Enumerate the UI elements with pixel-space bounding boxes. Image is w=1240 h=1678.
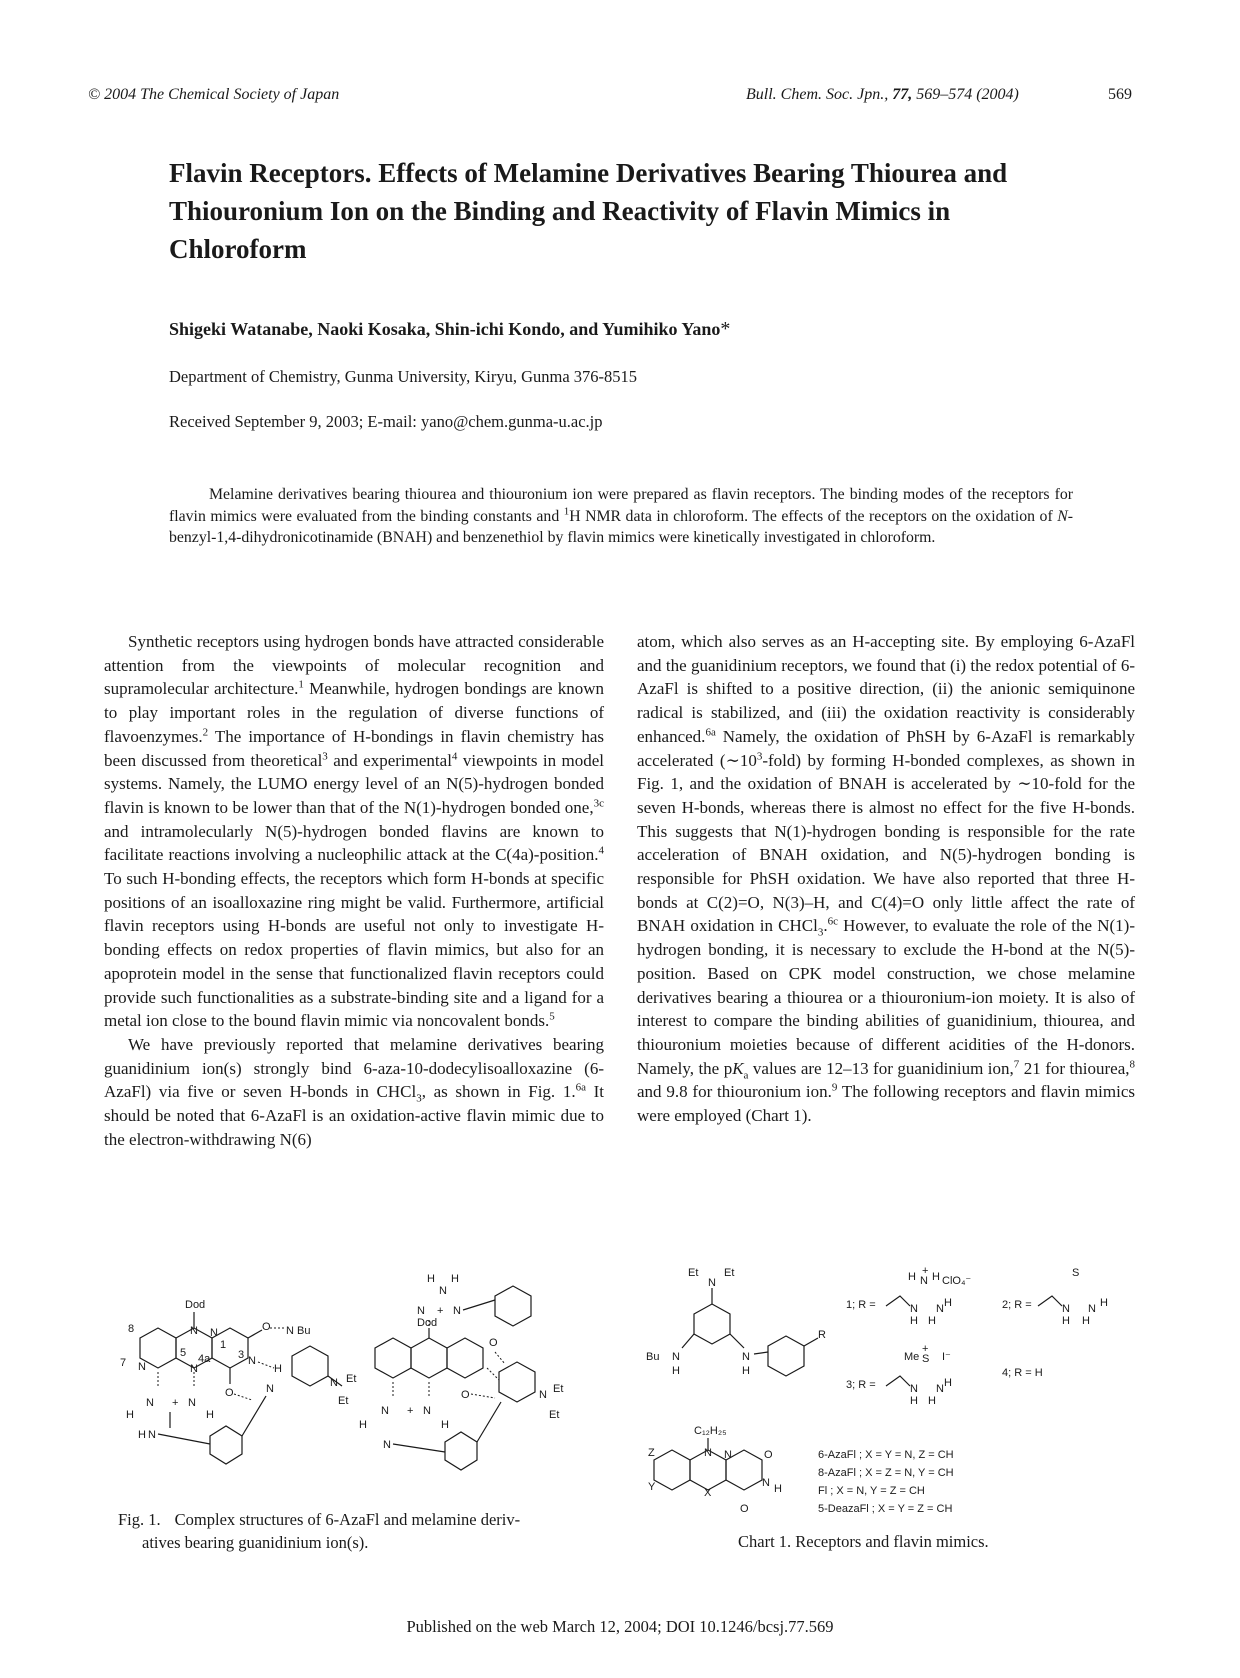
author-list bbox=[169, 318, 730, 341]
methyl-label: Me bbox=[904, 1351, 920, 1363]
guanidinium-n: N bbox=[439, 1285, 447, 1297]
nmr-superscript: 1 bbox=[563, 505, 570, 518]
receptor-3-label: 3; R = bbox=[846, 1379, 876, 1391]
flavin-5-deazafl: 5-DeazaFl ; X = Y = Z = CH bbox=[818, 1503, 953, 1515]
body-column-left bbox=[104, 630, 604, 1151]
reference-marker: 3c bbox=[593, 797, 604, 810]
linker-bond bbox=[242, 1396, 266, 1436]
flavin-8-azafl: 8-AzaFl ; X = Z = N, Y = CH bbox=[818, 1467, 954, 1479]
italic-k: K bbox=[732, 1058, 744, 1078]
hydrogen: H bbox=[206, 1409, 214, 1421]
hydrogen: H bbox=[126, 1409, 134, 1421]
article-title: Flavin Receptors. Effects of Melamine Derivatives Bearing Thiourea and Thiouronium Ion on the Binding and Reactivity of Flavin Mimics in Chloroform bbox=[169, 158, 1008, 264]
body-text: . bbox=[823, 916, 828, 936]
body-paragraph bbox=[637, 630, 1135, 1128]
guanidinium-n: N bbox=[381, 1405, 389, 1417]
bond bbox=[754, 1352, 768, 1354]
body-paragraph bbox=[104, 1033, 604, 1152]
pyrazine-ring bbox=[411, 1338, 447, 1378]
guanidinium-n: N bbox=[146, 1397, 154, 1409]
dodecyl-label: Dod bbox=[185, 1299, 206, 1311]
benzene-ring bbox=[654, 1450, 690, 1490]
body-text: viewpoints in model systems. Namely, the LUMO energy level of an N(5)-hydrogen bonded flavin is known to be lower than that of the N(1)-hydrogen bonded one, bbox=[104, 750, 604, 817]
reference-marker: 6c bbox=[827, 915, 838, 928]
body-column-right bbox=[637, 630, 1135, 1128]
position-y: Y bbox=[648, 1481, 656, 1493]
atom-n: N bbox=[910, 1383, 918, 1395]
ethyl-label: Et bbox=[549, 1409, 560, 1421]
oxygen: O bbox=[740, 1503, 749, 1515]
publication-footer: Published on the web March 12, 2004; DOI 10.1246/bcsj.77.569 bbox=[406, 1617, 834, 1636]
hydrogen: H bbox=[944, 1377, 952, 1389]
dodecyl-label: C₁₂H₂₅ bbox=[694, 1425, 727, 1437]
reference-marker: 1 bbox=[298, 678, 304, 691]
triazine-ring bbox=[694, 1304, 730, 1344]
pyrimidine-ring bbox=[447, 1338, 483, 1378]
body-text: Meanwhile, hydrogen bondings are known to play important roles in the regulation of diverse functions of flavoenzymes. bbox=[104, 679, 604, 746]
receptor-core bbox=[646, 1267, 826, 1377]
dodecyl-label: Dod bbox=[417, 1317, 438, 1329]
melamine-n: N bbox=[286, 1325, 294, 1337]
hydrogen: H bbox=[774, 1483, 782, 1495]
h-bond bbox=[495, 1352, 505, 1364]
atom-n: N bbox=[762, 1477, 770, 1489]
corresponding-author-mark: * bbox=[720, 318, 731, 340]
body-text: We have previously reported that melamine derivatives bearing guanidinium ion(s) strongly bind 6-aza-10-dodecylisoalloxazine (6-AzaFl) via five or seven H-bonds in CHCl bbox=[104, 1034, 604, 1102]
body-text: Synthetic receptors using hydrogen bonds have attracted considerable attention from the viewpoints of molecular recognition and supramolecular architecture. bbox=[104, 632, 604, 699]
running-header-citation bbox=[746, 86, 1019, 104]
body-text: and intramolecularly N(5)-hydrogen bonded flavins are known to facilitate reactions involving a nucleophilic attack at the C(4a)-position. bbox=[104, 821, 604, 865]
ethyl-label: Et bbox=[553, 1383, 564, 1395]
guanidinium-n: N bbox=[423, 1405, 431, 1417]
reference-marker: 6a bbox=[575, 1081, 586, 1094]
body-text: However, to evaluate the role of the N(1)-hydrogen bonding, it is necessary to exclude the H-bond at the N(5)-position. Based on CPK model construction, we chose melamine derivatives bearing a thiourea or a thiouronium-ion moiety. It is also of interest to compare the binding abilities of guanidinium, thiourea, and thiouronium moieties because of different acidities of the H-donors. Namely, the p bbox=[637, 916, 1135, 1078]
position-z: Z bbox=[648, 1447, 655, 1459]
atom-n: N bbox=[672, 1351, 680, 1363]
oxygen: O bbox=[764, 1449, 773, 1461]
charge: + bbox=[922, 1343, 929, 1355]
sulfur: S bbox=[922, 1353, 930, 1365]
body-text: Namely, the oxidation of PhSH by 6-AzaFl is remarkably accelerated (∼10 bbox=[637, 726, 1135, 770]
linker-bond bbox=[463, 1300, 495, 1310]
hydrogen: H bbox=[932, 1271, 940, 1283]
affiliation: Department of Chemistry, Gunma University, Kiryu, Gunma 376-8515 bbox=[169, 367, 638, 386]
oxygen-c4: O bbox=[461, 1389, 470, 1401]
reference-marker: 5 bbox=[549, 1010, 555, 1023]
atom-n: N bbox=[708, 1277, 716, 1289]
chart-1-structures bbox=[646, 1262, 1146, 1532]
guanidinium-charge: + bbox=[437, 1305, 444, 1317]
guanidinium-charge: + bbox=[172, 1397, 179, 1409]
body-text: 21 for thiourea, bbox=[1019, 1058, 1130, 1078]
journal-pages: 569–574 (2004) bbox=[916, 86, 1019, 103]
h-bond bbox=[487, 1368, 499, 1380]
atom-n: N bbox=[1088, 1303, 1096, 1315]
reference-marker: 6a bbox=[705, 726, 716, 739]
butyl-label: Bu bbox=[646, 1351, 660, 1363]
hydrogen: H bbox=[427, 1273, 435, 1285]
reference-marker: 4 bbox=[451, 749, 458, 762]
atom-n: N bbox=[1062, 1303, 1070, 1315]
received-date-email: Received September 9, 2003; E-mail: yano@chem.gunma-u.ac.jp bbox=[169, 412, 603, 431]
reference-marker: 3 bbox=[322, 749, 328, 762]
figure-1-structures bbox=[110, 1268, 640, 1478]
guanidinium-n: N bbox=[417, 1305, 425, 1317]
abstract-text: Melamine derivatives bearing thiourea and thiouronium ion were prepared as flavin receptors. The binding modes of the receptors for flavin mimics were evaluated from the binding constants and bbox=[169, 486, 1073, 525]
melamine-n-et: N bbox=[539, 1389, 547, 1401]
triazine-ring bbox=[292, 1346, 328, 1386]
hydrogen: H bbox=[928, 1315, 936, 1327]
pyridine-ring bbox=[375, 1338, 411, 1378]
benzene-ring bbox=[495, 1286, 531, 1326]
reference-marker: 2 bbox=[202, 726, 209, 739]
reference-marker: 4 bbox=[598, 844, 604, 857]
subscript: 3 bbox=[416, 1092, 422, 1105]
h-bond bbox=[258, 1362, 274, 1368]
atom-n5: N bbox=[190, 1363, 198, 1375]
ethyl-label: Et bbox=[338, 1395, 349, 1407]
charge: + bbox=[922, 1265, 929, 1277]
linker-bond bbox=[158, 1434, 210, 1444]
receptor-2-label: 2; R = bbox=[1002, 1299, 1032, 1311]
page-number: 569 bbox=[1108, 86, 1132, 103]
body-text: The importance of H-bondings in flavin chemistry has been discussed from theoretical bbox=[104, 726, 604, 770]
hydrogen: H bbox=[928, 1395, 936, 1407]
body-paragraph bbox=[104, 630, 604, 1033]
flavin-6-azafl: 6-AzaFl ; X = Y = N, Z = CH bbox=[818, 1449, 954, 1461]
hydrogen: H bbox=[1100, 1297, 1108, 1309]
atom-n: N bbox=[704, 1447, 712, 1459]
body-text: The following receptors and flavin mimics were employed (Chart 1). bbox=[637, 1082, 1135, 1126]
receptor-1-label: 1; R = bbox=[846, 1299, 876, 1311]
subscript: a bbox=[743, 1069, 749, 1082]
abstract-text: H NMR data in chloroform. The effects of the receptors on the oxidation of bbox=[569, 507, 1058, 525]
running-header-copyright: © 2004 The Chemical Society of Japan bbox=[88, 86, 340, 103]
subscript: 3 bbox=[817, 926, 824, 939]
bond bbox=[730, 1334, 744, 1348]
ethyl-label: Et bbox=[688, 1267, 699, 1279]
atom-n10: N bbox=[190, 1325, 198, 1337]
atom-n: N bbox=[920, 1275, 928, 1287]
abstract-text: -benzyl-1,4-dihydronicotinamide (BNAH) and benzenethiol by flavin mimics were kinetically investigated in chloroform. bbox=[169, 507, 1073, 546]
bond bbox=[1038, 1296, 1062, 1306]
benzene-ring bbox=[210, 1426, 242, 1464]
atom-n: N bbox=[936, 1303, 944, 1315]
hydrogen: H bbox=[672, 1365, 680, 1377]
h-bond bbox=[234, 1394, 252, 1400]
exponent: 3 bbox=[756, 749, 763, 762]
atom-n1: N bbox=[210, 1327, 218, 1339]
author-names: Shigeki Watanabe, Naoki Kosaka, Shin-ichi Kondo, and Yumihiko Yano bbox=[169, 319, 721, 339]
body-text: atom, which also serves as an H-accepting site. By employing 6-AzaFl and the guanidinium receptors, we found that (i) the redox potential of 6-AzaFl is shifted to a positive direction, (ii) the anionic semiquinone radical is stabilized, and (iii) the oxidation reactivity is considerably enhanced. bbox=[637, 632, 1135, 746]
triazine-ring bbox=[499, 1362, 535, 1402]
position-5: 5 bbox=[180, 1347, 187, 1359]
hydrogen: H bbox=[908, 1271, 916, 1283]
perchlorate-label: ClO₄⁻ bbox=[942, 1275, 972, 1287]
atom-n6: N bbox=[138, 1361, 146, 1373]
atom-n: N bbox=[936, 1383, 944, 1395]
figure-1-caption bbox=[118, 1508, 588, 1554]
iodide-label: I⁻ bbox=[942, 1351, 951, 1363]
hydrogen: H bbox=[910, 1395, 918, 1407]
position-x: X bbox=[704, 1487, 712, 1499]
r-substituents bbox=[846, 1265, 1108, 1407]
oxygen-c2: O bbox=[262, 1321, 271, 1333]
c2-carbonyl bbox=[248, 1330, 262, 1338]
guanidinium-n: N bbox=[383, 1439, 391, 1451]
abstract-italic: N bbox=[1057, 507, 1068, 525]
bond bbox=[886, 1376, 910, 1386]
body-text: and experimental bbox=[327, 750, 452, 770]
flavin-core bbox=[648, 1425, 782, 1515]
benzene-ring bbox=[445, 1432, 477, 1470]
flavin-list bbox=[818, 1449, 954, 1515]
position-4a: 4a bbox=[198, 1353, 211, 1365]
bond bbox=[804, 1338, 818, 1346]
reference-marker: 7 bbox=[1013, 1058, 1020, 1070]
linker-bond bbox=[477, 1402, 501, 1442]
hydrogen: H bbox=[944, 1297, 952, 1309]
sulfur: S bbox=[1072, 1267, 1080, 1279]
oxygen-c2: O bbox=[489, 1337, 498, 1349]
hydrogen: H bbox=[1062, 1315, 1070, 1327]
r-group: R bbox=[818, 1329, 826, 1341]
body-text: , as shown in Fig. 1. bbox=[421, 1082, 576, 1102]
hydrogen: H bbox=[274, 1363, 282, 1375]
hydrogen: H bbox=[1082, 1315, 1090, 1327]
reference-marker: 8 bbox=[1129, 1058, 1135, 1070]
guanidinium-charge: + bbox=[407, 1405, 414, 1417]
bond bbox=[682, 1334, 694, 1348]
ethyl-label: Et bbox=[724, 1267, 735, 1279]
caption-line: atives bearing guanidinium ion(s). bbox=[142, 1533, 369, 1552]
journal-name: Bull. Chem. Soc. Jpn., bbox=[746, 86, 889, 103]
h-bond bbox=[471, 1394, 495, 1398]
guanidinium-n: N bbox=[188, 1397, 196, 1409]
atom-n: N bbox=[724, 1449, 732, 1461]
butyl-label: Bu bbox=[297, 1325, 311, 1337]
position-1: 1 bbox=[220, 1339, 227, 1351]
hydrogen: H bbox=[441, 1419, 449, 1431]
body-text: To such H-bonding effects, the receptors which form H-bonds at specific positions of an isoalloxazine ring might be valid. Furthermore, artificial flavin receptors using H-bonds are useful not only to investigate H-bonding effects on redox properties of flavin mimics, but also for an apoprotein model in the sense that functionalized flavin receptors could provide such functionalities as a substrate-binding site and a ligand for a metal ion close to the bound flavin mimic via noncovalent bonds. bbox=[104, 869, 604, 1031]
body-text: and 9.8 for thiouronium ion. bbox=[637, 1082, 832, 1102]
oxygen-c4: O bbox=[225, 1387, 234, 1399]
reference-marker: 9 bbox=[831, 1081, 838, 1094]
benzene-ring bbox=[768, 1336, 804, 1376]
linker-bond bbox=[393, 1444, 445, 1452]
melamine-n-h: N bbox=[266, 1383, 274, 1395]
ethyl-label: Et bbox=[346, 1373, 357, 1385]
flavin-fl: Fl ; X = N, Y = Z = CH bbox=[818, 1485, 925, 1497]
body-text: -fold) by forming H-bonded complexes, as shown in Fig. 1, and the oxidation of BNAH is accelerated by ∼10-fold for the seven H-bonds, whereas there is almost no effect for the five H-bonds. This suggests that N(1)-hydrogen bonding is responsible for the rate acceleration of BNAH oxidation, and N(5)-hydrogen bonding is responsible for PhSH oxidation. We have also reported that three H-bonds at C(2)=O, N(3)–H, and C(4)=O only little affect the rate of BNAH oxidation in CHCl bbox=[637, 750, 1135, 936]
body-text: values are 12–13 for guanidinium ion, bbox=[748, 1058, 1014, 1078]
complex-five-hbond bbox=[120, 1299, 356, 1464]
position-8: 8 bbox=[128, 1323, 135, 1335]
bond bbox=[886, 1296, 910, 1306]
hydrogen: H bbox=[359, 1419, 367, 1431]
hydrogen: H bbox=[451, 1273, 459, 1285]
hydrogen: H bbox=[742, 1365, 750, 1377]
atom-n: N bbox=[910, 1303, 918, 1315]
receptor-4-label: 4; R = H bbox=[1002, 1367, 1043, 1379]
chart-1-caption: Chart 1. Receptors and flavin mimics. bbox=[738, 1532, 989, 1551]
atom-n3: N bbox=[248, 1355, 256, 1367]
hydrogen: H bbox=[910, 1315, 918, 1327]
guanidinium-n: N bbox=[453, 1305, 461, 1317]
abstract bbox=[169, 484, 1073, 549]
complex-seven-hbond bbox=[359, 1273, 563, 1470]
figure-label: Fig. 1. bbox=[118, 1510, 161, 1529]
position-7: 7 bbox=[120, 1357, 127, 1369]
journal-volume: 77, bbox=[892, 86, 913, 103]
hydrogen: H bbox=[138, 1429, 146, 1441]
position-3: 3 bbox=[238, 1349, 245, 1361]
caption-line: Complex structures of 6-AzaFl and melamine deriv- bbox=[174, 1510, 521, 1529]
melamine-n-et: N bbox=[330, 1377, 338, 1389]
body-text: It should be noted that 6-AzaFl is an oxidation-active flavin mimic due to the electron-withdrawing N(6) bbox=[104, 1082, 604, 1149]
guanidinium-n: N bbox=[148, 1429, 156, 1441]
atom-n: N bbox=[742, 1351, 750, 1363]
